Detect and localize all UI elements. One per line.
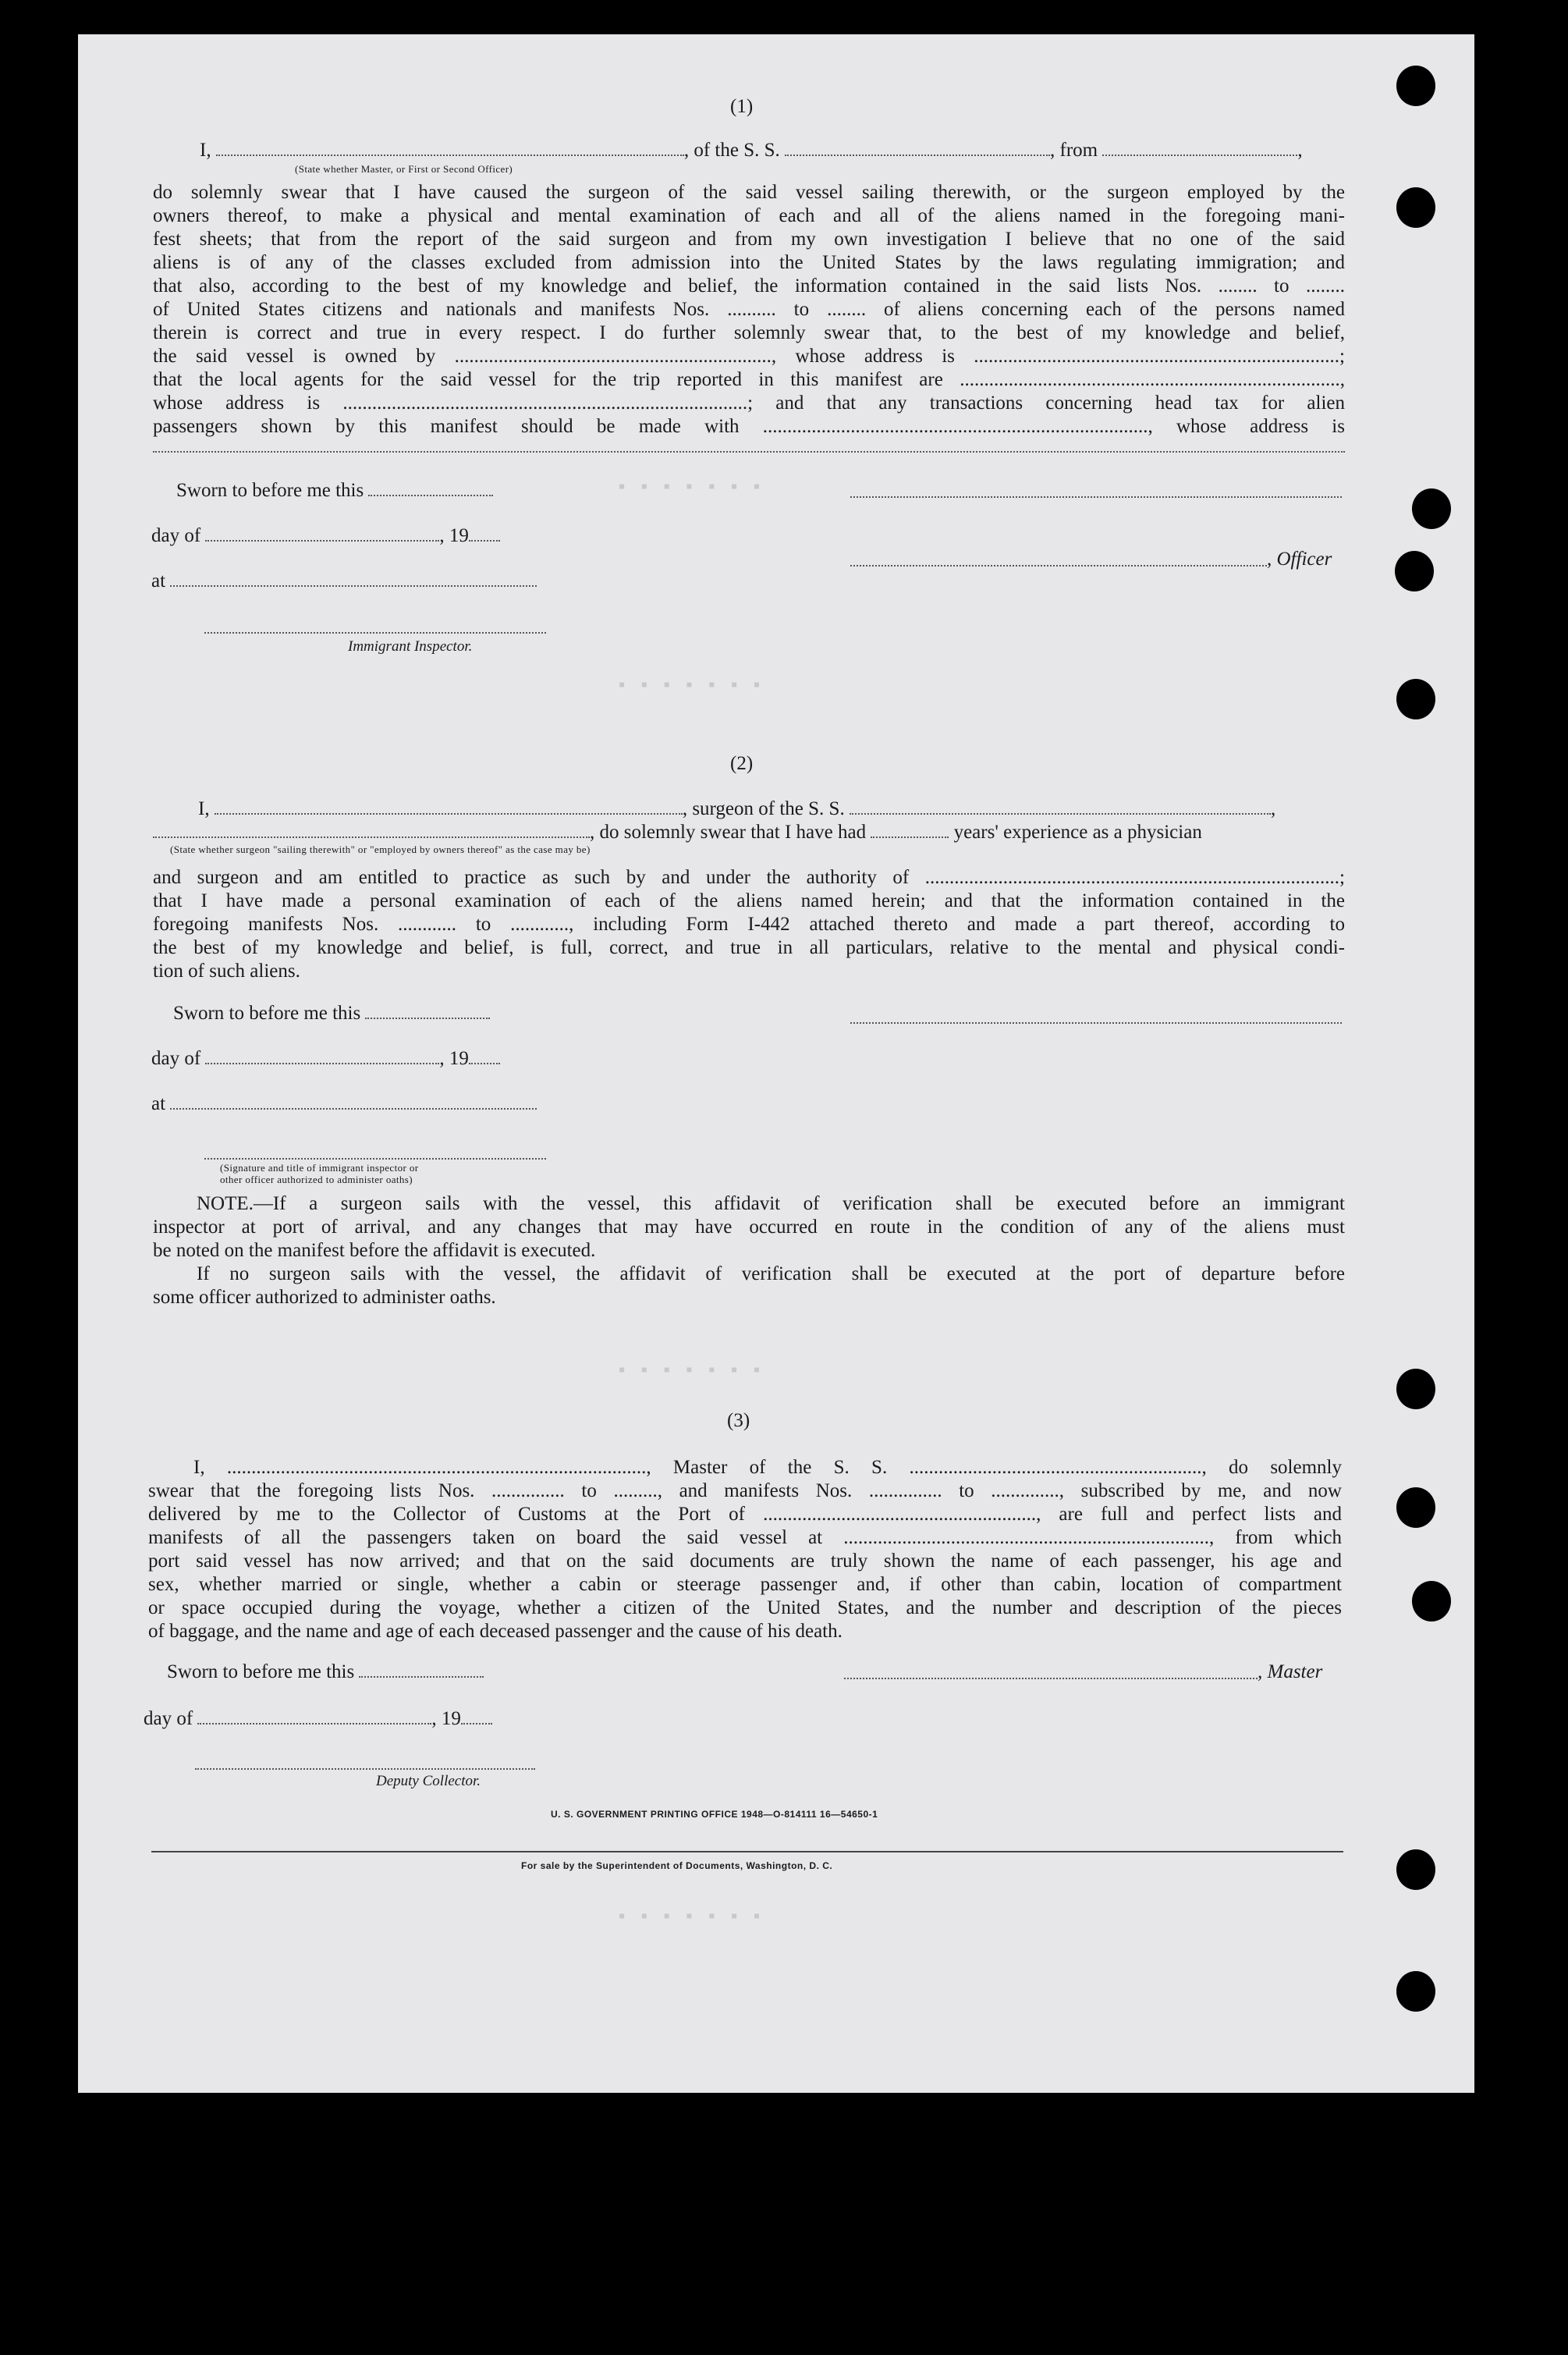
section-1-body <box>153 181 1345 439</box>
section-3-sworn <box>167 1661 484 1684</box>
section-2-line: that I have made a personal examination of each of the aliens named herein; and that the information contained in the <box>153 890 1345 911</box>
blank-month <box>205 1049 439 1064</box>
immigrant-inspector-label: Immigrant Inspector. <box>348 638 473 655</box>
blank-year <box>461 1709 492 1725</box>
punch-hole-2 <box>1396 187 1435 228</box>
printing-office-line: U. S. GOVERNMENT PRINTING OFFICE 1948—O-814111 16—54650-1 <box>551 1809 878 1820</box>
surgeon-witness-signature-line <box>204 1158 546 1160</box>
signature-note-2: other officer authorized to administer oaths) <box>220 1174 413 1185</box>
note-text: —If a surgeon sails with the vessel, this affidavit of verification shall be executed before an immigrant <box>253 1193 1345 1214</box>
section-2-at <box>151 1092 537 1116</box>
section-1-intro <box>200 139 1303 162</box>
punch-hole-9 <box>1396 1849 1435 1890</box>
sworn-label: Sworn to before me this <box>176 480 364 501</box>
no-surgeon-line: some officer authorized to administer oaths. <box>153 1287 496 1308</box>
section-2-line: foregoing manifests Nos. ............ to ............, including Form I-442 attached thereto and made a part thereof, according to <box>153 914 1345 935</box>
day-of-label: day of <box>151 525 201 546</box>
section-2-status-note: (State whether surgeon "sailing therewith" or "employed by owners thereof" as the case may be) <box>170 844 591 855</box>
collector-signature-line <box>195 1768 535 1770</box>
note-line: be noted on the manifest before the affidavit is executed. <box>153 1240 596 1261</box>
section-1-line: that the local agents for the said vessel for the trip reported in this manifest are .............................................................................., <box>153 369 1345 390</box>
line1-i: I, <box>198 798 210 819</box>
master-final-signature-line <box>844 1678 1258 1679</box>
section-1-line: do solemnly swear that I have caused the surgeon of the said vessel sailing therewith, or the surgeon employed by the <box>153 182 1345 203</box>
blank-sworn-day <box>359 1662 484 1678</box>
punch-hole-4 <box>1395 551 1434 591</box>
blank-year <box>469 526 500 542</box>
section-1-line: passengers shown by this manifest should be made with ..............................................................................., whose address is <box>153 416 1345 437</box>
at-label: at <box>151 1093 166 1114</box>
intro-from: , from <box>1050 140 1098 161</box>
bleed-through-text: ▪ ▪ ▪ ▪ ▪ ▪ ▪ <box>616 676 763 697</box>
blank-year <box>469 1049 500 1064</box>
section-1-line: owners thereof, to make a physical and mental examination of each and all of the aliens named in the foregoing mani- <box>153 205 1345 226</box>
surgeon-signature-line <box>850 1022 1342 1024</box>
bleed-through-text: ▪ ▪ ▪ ▪ ▪ ▪ ▪ <box>616 478 763 499</box>
master-signature-line <box>850 496 1342 498</box>
for-sale-line: For sale by the Superintendent of Documents, Washington, D. C. <box>521 1860 833 1871</box>
section-1-line: whose address is ...................................................................................; and that any transactions concerning head tax for alien <box>153 392 1345 414</box>
blank-surgeon-vessel <box>850 799 1271 815</box>
blank-years <box>871 822 949 838</box>
master-label: , Master <box>1258 1661 1323 1682</box>
blank-officer-rank <box>216 140 684 156</box>
punch-hole-3 <box>1412 488 1451 529</box>
section-1-rank-note: (State whether Master, or First or Second Officer) <box>295 163 513 175</box>
section-2-line: the best of my knowledge and belief, is full, correct, and true in all particulars, relative to the mental and physical condi- <box>153 937 1345 958</box>
section-1-line: aliens is of any of the classes excluded from admission into the United States by the laws regulating immigration; and <box>153 252 1345 273</box>
section-3-number: (3) <box>727 1410 750 1431</box>
punch-hole-8 <box>1412 1581 1451 1622</box>
blank-month <box>205 526 439 542</box>
section-1-number: (1) <box>730 96 754 117</box>
note-label: NOTE. <box>197 1193 254 1214</box>
blank-from-port <box>1102 140 1297 156</box>
blank-surgeon-status <box>153 822 590 838</box>
blank-month <box>197 1709 431 1725</box>
blank-surgeon-name <box>215 799 683 815</box>
officer-signature-line <box>850 565 1267 567</box>
line2-swear: , do solemnly swear that I have had <box>590 822 867 843</box>
section-1-line: that also, according to the best of my knowledge and belief, the information contained in the said lists Nos. ........ to ........ <box>153 275 1345 297</box>
line1-comma: , <box>1270 798 1276 819</box>
section-1-sworn <box>176 479 493 503</box>
section-3-line: delivered by me to the Collector of Customs at the Port of ........................................................, are full and perfect lists and <box>148 1504 1342 1525</box>
punch-hole-7 <box>1396 1487 1435 1528</box>
punch-hole-10 <box>1396 1971 1435 2012</box>
punch-hole-1 <box>1396 66 1435 106</box>
section-3-line: port said vessel has now arrived; and that on the said documents are truly shown the name of each passenger, his age and <box>148 1550 1342 1572</box>
section-2-body <box>153 866 1345 983</box>
blank-at-place <box>170 571 537 587</box>
section-1-day-of <box>151 524 500 548</box>
section-2-line: tion of such aliens. <box>153 961 300 982</box>
sworn-label: Sworn to before me this <box>173 1003 361 1024</box>
section-3-line: I, ......................................................................................, Master of the S. S. ............................................................, do solemnly <box>193 1457 1342 1478</box>
section-3-line: manifests of all the passengers taken on board the said vessel at ..........................................................................., from which <box>148 1527 1342 1548</box>
year-label: , 19 <box>431 1708 461 1729</box>
section-1-address-blank <box>153 451 1345 453</box>
section-2-note <box>153 1192 1345 1309</box>
blank-sworn-day <box>368 481 493 496</box>
day-of-label: day of <box>151 1048 201 1069</box>
inspector-signature-line <box>204 632 546 634</box>
section-1-line: the said vessel is owned by ................................................................., whose address is ...........................................................................; <box>153 346 1345 367</box>
at-label: at <box>151 570 166 591</box>
section-3-line: or space occupied during the voyage, whether a citizen of the United States, and the number and description of the pieces <box>148 1597 1342 1618</box>
section-2-sworn <box>173 1002 490 1025</box>
section-2-line-2 <box>153 821 1202 844</box>
intro-of-ss: , of the S. S. <box>683 140 780 161</box>
line1-surgeon: , surgeon of the S. S. <box>682 798 845 819</box>
line2-years: years' experience as a physician <box>953 822 1202 843</box>
note-line <box>153 1192 1345 1216</box>
section-1-line: fest sheets; that from the report of the said surgeon and from my own investigation I believe that no one of the said <box>153 229 1345 250</box>
deputy-collector-label: Deputy Collector. <box>376 1773 481 1789</box>
signature-note-1: (Signature and title of immigrant inspector or <box>220 1162 419 1174</box>
year-label: , 19 <box>439 1048 469 1069</box>
section-2-line: and surgeon and am entitled to practice as such by and under the authority of .....................................................................................; <box>153 867 1345 888</box>
day-of-label: day of <box>144 1708 193 1729</box>
section-1-line: of United States citizens and nationals and manifests Nos. .......... to ........ of aliens concerning each of the persons named <box>153 299 1345 320</box>
footer-rule <box>151 1851 1343 1852</box>
year-label: , 19 <box>439 525 469 546</box>
no-surgeon-line: If no surgeon sails with the vessel, the affidavit of verification shall be executed at the port of departure before <box>197 1263 1345 1284</box>
blank-sworn-day <box>365 1003 490 1019</box>
blank-vessel-name <box>785 140 1050 156</box>
punch-hole-5 <box>1396 679 1435 719</box>
section-3-line: swear that the foregoing lists Nos. ............... to ........., and manifests Nos. ............... to .............., subscribed by me, and now <box>148 1480 1342 1501</box>
intro-comma: , <box>1297 140 1303 161</box>
section-3-line: sex, whether married or single, whether a cabin or steerage passenger and, if other than cabin, location of compartment <box>148 1574 1342 1595</box>
intro-i: I, <box>200 140 211 161</box>
section-3-day-of <box>144 1707 492 1731</box>
note-line: inspector at port of arrival, and any changes that may have occurred en route in the condition of any of the aliens must <box>153 1217 1345 1238</box>
officer-label: , Officer <box>1267 549 1332 570</box>
section-2-day-of <box>151 1047 500 1071</box>
section-3-line: of baggage, and the name and age of each deceased passenger and the cause of his death. <box>148 1621 843 1642</box>
blank-at-place <box>170 1094 537 1110</box>
section-2-number: (2) <box>730 753 754 774</box>
section-1-line: therein is correct and true in every respect. I do further solemnly swear that, to the best of my knowledge and belief, <box>153 322 1345 343</box>
sworn-label: Sworn to before me this <box>167 1661 355 1682</box>
section-3-body <box>148 1456 1342 1643</box>
section-2-line-1 <box>198 797 1275 821</box>
bleed-through-text: ▪ ▪ ▪ ▪ ▪ ▪ ▪ <box>616 1907 763 1928</box>
punch-hole-6 <box>1396 1369 1435 1409</box>
section-1-at <box>151 570 537 593</box>
bleed-through-text: ▪ ▪ ▪ ▪ ▪ ▪ ▪ <box>616 1361 763 1382</box>
